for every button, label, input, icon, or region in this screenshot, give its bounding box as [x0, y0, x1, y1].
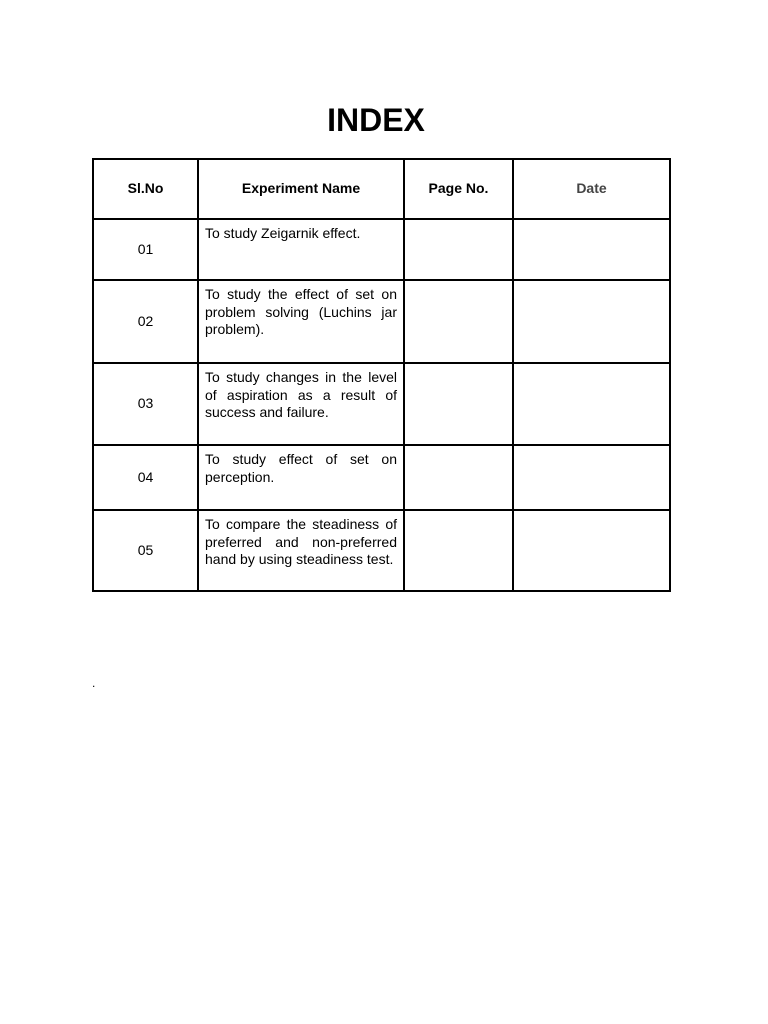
table-row [93, 445, 670, 510]
cell-experiment-name: To study Zeigarnik effect. [198, 219, 404, 280]
cell-page-no [404, 219, 513, 280]
header-experiment-name: Experiment Name [198, 159, 404, 219]
cell-slno: 04 [93, 445, 198, 510]
table-row [93, 280, 670, 363]
cell-date [513, 510, 670, 591]
cell-date [513, 219, 670, 280]
cell-page-no [404, 510, 513, 591]
cell-slno: 03 [93, 363, 198, 445]
footer-mark: . [92, 676, 96, 690]
cell-experiment-name: To study effect of set on perception. [198, 445, 404, 510]
table-header-row [93, 159, 670, 219]
cell-experiment-name: To compare the steadiness of preferred and non-preferred hand by using steadiness test. [198, 510, 404, 591]
cell-experiment-name: To study changes in the level of aspiration as a result of success and failure. [198, 363, 404, 445]
header-page-no: Page No. [404, 159, 513, 219]
header-date: Date [513, 159, 670, 219]
header-slno: Sl.No [93, 159, 198, 219]
page-title: INDEX [327, 102, 425, 138]
table-row [93, 219, 670, 280]
cell-date [513, 363, 670, 445]
table-row [93, 510, 670, 591]
cell-slno: 05 [93, 510, 198, 591]
cell-experiment-name: To study the effect of set on problem solving (Luchins jar problem). [198, 280, 404, 363]
cell-date [513, 280, 670, 363]
index-table [92, 158, 671, 592]
cell-slno: 01 [93, 219, 198, 280]
table-row [93, 363, 670, 445]
cell-slno: 02 [93, 280, 198, 363]
cell-page-no [404, 445, 513, 510]
cell-date [513, 445, 670, 510]
cell-page-no [404, 363, 513, 445]
cell-page-no [404, 280, 513, 363]
